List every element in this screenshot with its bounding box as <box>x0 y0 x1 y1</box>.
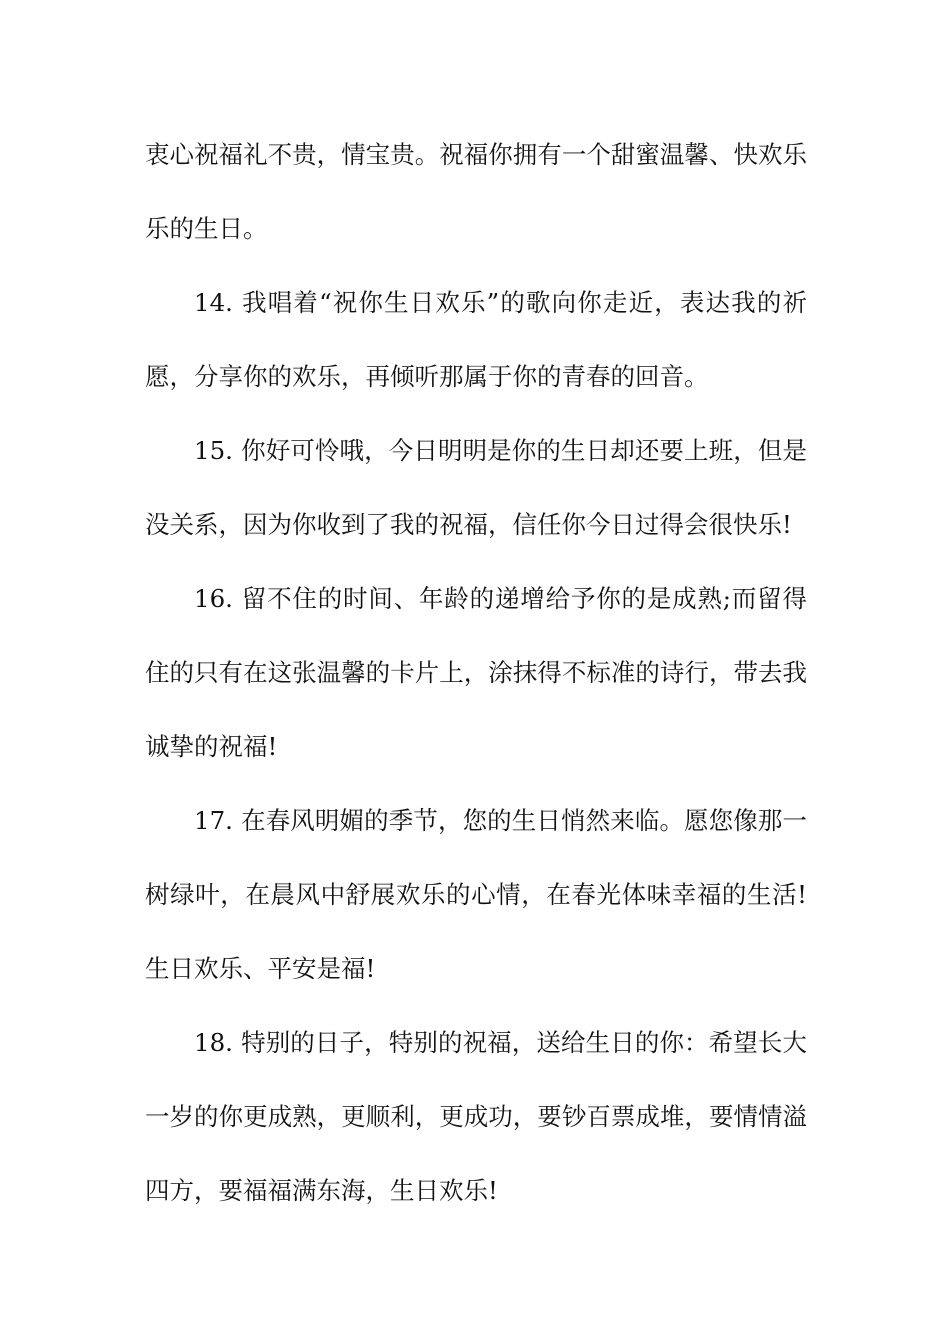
paragraph-item-17 <box>145 784 807 1006</box>
paragraph-text: 你好可怜哦，今日明明是你的生日却还要上班，但是没关系，因为你收到了我的祝福，信任你今日过得会很快乐! <box>145 436 807 539</box>
paragraph-item-16 <box>145 562 807 784</box>
paragraph-item-14 <box>145 266 807 414</box>
paragraph-text: 留不住的时间、年龄的递增给予你的是成熟;而留得住的只有在这张温馨的卡片上，涂抹得不标准的诗行，带去我诚挚的祝福! <box>145 584 807 761</box>
paragraph-item-15 <box>145 414 807 562</box>
paragraph-text: 在春风明媚的季节，您的生日悄然来临。愿您像那一树绿叶，在晨风中舒展欢乐的心情，在春光体味幸福的生活!生日欢乐、平安是福! <box>145 806 807 983</box>
paragraph-item-18 <box>145 1006 807 1228</box>
item-number: 15. <box>194 436 233 465</box>
paragraph-text: 衷心祝福礼不贵，情宝贵。祝福你拥有一个甜蜜温馨、快欢乐乐的生日。 <box>145 140 807 243</box>
item-number: 16. <box>194 584 233 613</box>
item-number: 18. <box>194 1028 233 1057</box>
paragraph-continuation <box>145 118 807 266</box>
item-number: 17. <box>194 806 233 835</box>
item-number: 14. <box>194 288 233 317</box>
paragraph-text: 特别的日子，特别的祝福，送给生日的你：希望长大一岁的你更成熟，更顺利，更成功，要钞百票成堆，要情情溢四方，要福福满东海，生日欢乐! <box>145 1028 807 1205</box>
document-body <box>145 118 807 1228</box>
paragraph-text: 我唱着“祝你生日欢乐”的歌向你走近，表达我的祈愿，分享你的欢乐，再倾听那属于你的青春的回音。 <box>145 288 807 391</box>
